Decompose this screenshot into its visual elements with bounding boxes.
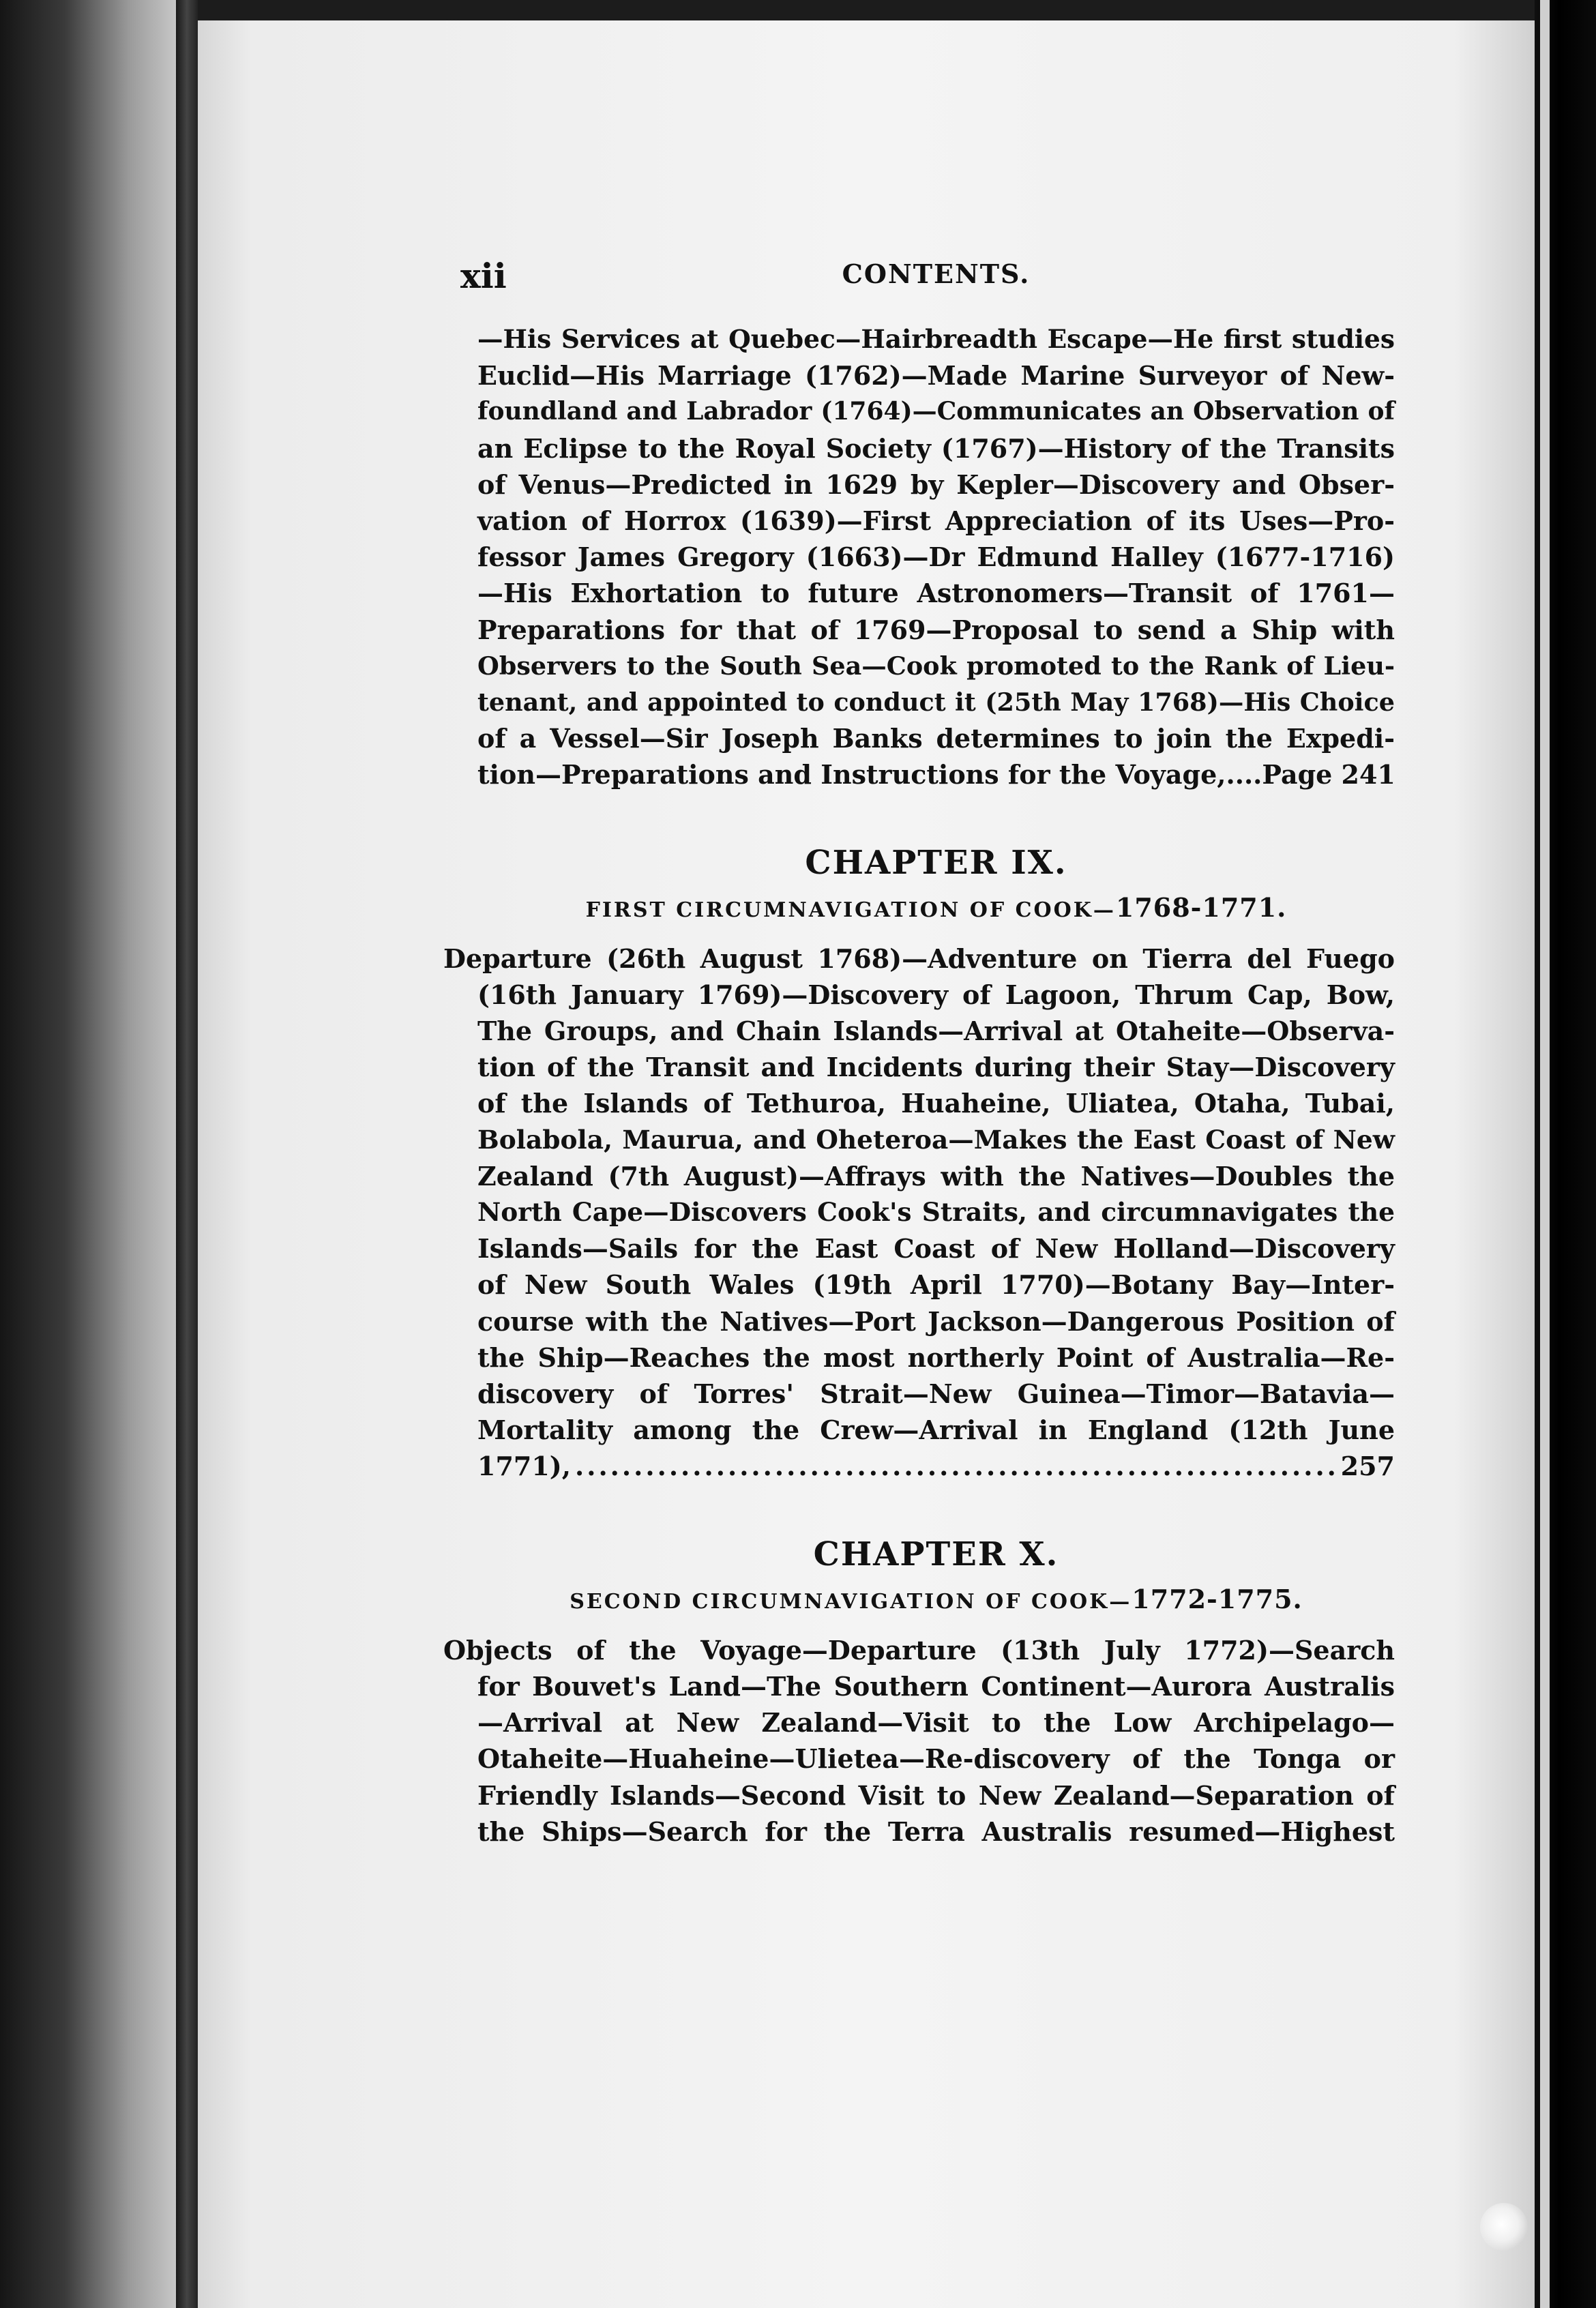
chapter-x-title: CHAPTER X. (813, 1535, 1059, 1573)
text-line: of New South Wales (19th April 1770)—Botany Bay—Inter- (477, 1269, 1395, 1301)
text-line: Euclid—His Marriage (1762)—Made Marine Surveyor of New- (477, 360, 1395, 391)
text-line: Islands—Sails for the East Coast of New Holland—Discovery (477, 1233, 1395, 1264)
text-line: foundland and Labrador (1764)—Communicates an Observation of (477, 397, 1395, 426)
chapter-ix-subtitle-text: FIRST CIRCUMNAVIGATION OF COOK— (585, 898, 1116, 922)
text-line-with-page (477, 756, 1395, 793)
chapter-x-subtitle-text: SECOND CIRCUMNAVIGATION OF COOK— (570, 1589, 1132, 1614)
text-line: The Groups, and Chain Islands—Arrival at Otaheite—Observa- (477, 1016, 1395, 1047)
binding-edge (176, 0, 198, 2308)
facing-page-sliver (1540, 0, 1550, 2308)
page-reference: ....Page 241 (1226, 759, 1395, 790)
text-line: Friendly Islands—Second Visit to New Zealand—Separation of (477, 1779, 1395, 1811)
text-line: Bolabola, Maurua, and Oheteroa—Makes the East Coast of New (477, 1124, 1395, 1155)
text-line: —His Exhortation to future Astronomers—Transit of 1761— (477, 578, 1395, 609)
text-line: tion of the Transit and Incidents during their Stay—Discovery (477, 1052, 1395, 1083)
chapter-x-subtitle (477, 1583, 1395, 1618)
text-line: discovery of Torres' Strait—New Guinea—Timor—Batavia— (477, 1378, 1395, 1410)
text-line: —Arrival at New Zealand—Visit to the Low Archipelago— (477, 1707, 1395, 1739)
dot-leader (575, 1448, 1337, 1484)
text-line: Zealand (7th August)—Affrays with the Natives—Doubles the (477, 1160, 1395, 1192)
text-line: Mortality among the Crew—Arrival in England (12th June (477, 1415, 1395, 1446)
text-line: of a Vessel—Sir Joseph Banks determines to join the Expedi- (477, 723, 1395, 754)
chapter-ix-dates: 1768-1771. (1115, 891, 1287, 923)
chapter-x-dates: 1772-1775. (1132, 1583, 1303, 1614)
page-folio: xii (460, 256, 507, 296)
chapter-ix-subtitle (477, 891, 1395, 927)
text-line: vation of Horrox (1639)—First Appreciation of its Uses—Pro- (477, 505, 1395, 537)
text-line: Preparations for that of 1769—Proposal to send a Ship with (477, 614, 1395, 645)
chapter-ix-title: CHAPTER IX. (805, 843, 1067, 882)
text-line-with-page (477, 1448, 1395, 1484)
page-reference: 257 (1340, 1451, 1395, 1482)
text-line: Objects of the Voyage—Departure (13th July 1772)—Search (443, 1634, 1395, 1666)
text-line: for Bouvet's Land—The Southern Continent—Aurora Australis (477, 1670, 1395, 1702)
line-text: tion—Preparations and Instructions for the Voyage, (477, 759, 1226, 790)
binding-shadow (0, 0, 184, 2308)
text-line: the Ships—Search for the Terra Australis resumed—Highest (477, 1816, 1395, 1847)
text-line: of Venus—Predicted in 1629 by Kepler—Discovery and Obser- (477, 469, 1395, 500)
text-line: (16th January 1769)—Discovery of Lagoon, Thrum Cap, Bow, (477, 979, 1395, 1010)
facing-page-edge (1535, 0, 1596, 2308)
chapter-ix-summary (443, 941, 1395, 1485)
text-line: —His Services at Quebec—Hairbreadth Escape—He first studies (477, 324, 1395, 354)
running-head (460, 256, 1395, 317)
text-line: Observers to the South Sea—Cook promoted to the Rank of Lieu- (477, 651, 1395, 681)
text-line: fessor James Gregory (1663)—Dr Edmund Halley (1677-1716) (477, 542, 1395, 573)
running-head-title: CONTENTS. (842, 258, 1031, 289)
text-line: Departure (26th August 1768)—Adventure on Tierra del Fuego (443, 943, 1395, 974)
text-line: Otaheite—Huaheine—Ulietea—Re-discovery of the Tonga or (477, 1743, 1395, 1775)
text-line: course with the Natives—Port Jackson—Dangerous Position of (477, 1305, 1395, 1337)
chapter-x-summary (443, 1632, 1395, 1850)
paper-blemish (1480, 2203, 1528, 2251)
line-text: 1771), (477, 1451, 571, 1482)
text-line: the Ship—Reaches the most northerly Point of Australia—Re- (477, 1342, 1395, 1373)
text-line: tenant, and appointed to conduct it (25th May 1768)—His Choice (477, 687, 1395, 717)
chapter-viii-continuation (477, 321, 1395, 793)
contents-body (443, 256, 1395, 1850)
text-line: of the Islands of Tethuroa, Huaheine, Uliatea, Otaha, Tubai, (477, 1088, 1395, 1119)
text-line: an Eclipse to the Royal Society (1767)—History of the Transits (477, 432, 1395, 464)
text-line: North Cape—Discovers Cook's Straits, and circumnavigates the (477, 1197, 1395, 1228)
